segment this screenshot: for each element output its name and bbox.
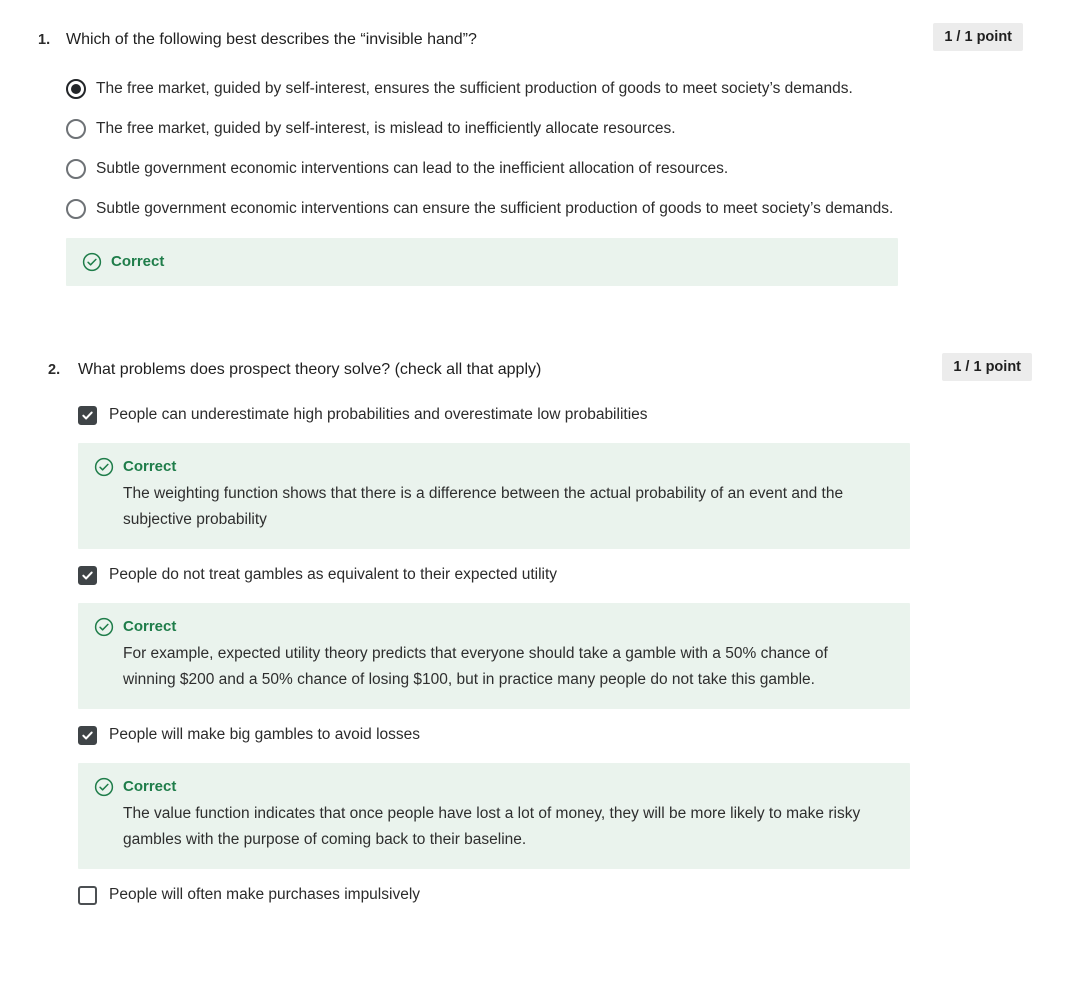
option-label: Subtle government economic interventions can lead to the inefficient allocation of resources. (96, 160, 729, 177)
feedback-body: For example, expected utility theory predicts that everyone should take a gamble with a 50% chance of winning $200 and a 50% chance of losing $100, but in practice many people do not take this gamble. (123, 645, 828, 688)
check-circle-icon (94, 457, 114, 477)
question-text: What problems does prospect theory solve? (check all that apply) (78, 361, 542, 378)
radio-button-icon[interactable] (66, 199, 86, 219)
option-label: People will make big gambles to avoid losses (109, 726, 421, 743)
option-label: People do not treat gambles as equivalent to their expected utility (109, 566, 558, 583)
question-text: Which of the following best describes the “invisible hand”? (66, 31, 477, 48)
check-circle-icon (94, 617, 114, 637)
question-number: 1. (38, 32, 51, 48)
feedback-body: The value function indicates that once people have lost a lot of money, they will be more likely to make risky gambles with the purpose of coming back to their baseline. (123, 805, 861, 848)
feedback-correct-box (78, 443, 910, 549)
feedback-correct-box (78, 763, 910, 869)
question-2 (0, 358, 1077, 908)
feedback-title-row (94, 456, 894, 478)
feedback-body: The weighting function shows that there is a difference between the actual probability of an event and the subjective probability (123, 485, 844, 528)
option-label: People will often make purchases impulsively (109, 886, 421, 903)
option-label: Subtle government economic interventions can ensure the sufficient production of goods to meet society’s demands. (96, 200, 894, 217)
radio-option[interactable] (66, 76, 898, 102)
option-label: The free market, guided by self-interest, is mislead to inefficiently allocate resources. (96, 120, 676, 137)
option-label: The free market, guided by self-interest, ensures the sufficient production of goods to meet society’s demands. (96, 80, 853, 97)
radio-button-icon[interactable] (66, 119, 86, 139)
feedback-title: Correct (111, 253, 165, 270)
radio-option[interactable] (66, 116, 898, 142)
feedback-title-row (94, 616, 894, 638)
question-number: 2. (48, 362, 61, 378)
checkbox-option[interactable] (78, 402, 910, 428)
feedback-title: Correct (123, 778, 177, 795)
feedback-title: Correct (123, 618, 177, 635)
check-circle-icon (94, 777, 114, 797)
question-1 (0, 28, 1077, 286)
points-badge: 1 / 1 point (933, 23, 1023, 51)
question-2-header (48, 358, 1032, 382)
question-2-options (78, 402, 1032, 908)
radio-button-selected-icon[interactable] (66, 79, 86, 99)
checkbox-option[interactable] (78, 562, 910, 588)
radio-option[interactable] (66, 196, 898, 222)
checkbox-option[interactable] (78, 882, 910, 908)
checkbox-option[interactable] (78, 722, 910, 748)
checkbox-checked-icon[interactable] (78, 406, 97, 425)
feedback-title: Correct (123, 458, 177, 475)
feedback-correct-banner (66, 238, 898, 286)
check-circle-icon (82, 252, 102, 272)
radio-option[interactable] (66, 156, 898, 182)
checkbox-checked-icon[interactable] (78, 726, 97, 745)
option-label: People can underestimate high probabilities and overestimate low probabilities (109, 406, 648, 423)
radio-button-icon[interactable] (66, 159, 86, 179)
checkbox-unchecked-icon[interactable] (78, 886, 97, 905)
feedback-correct-box (78, 603, 910, 709)
points-badge: 1 / 1 point (942, 353, 1032, 381)
checkbox-checked-icon[interactable] (78, 566, 97, 585)
question-1-options (66, 76, 1023, 286)
question-1-header (38, 28, 1023, 52)
feedback-title-row (94, 776, 894, 798)
